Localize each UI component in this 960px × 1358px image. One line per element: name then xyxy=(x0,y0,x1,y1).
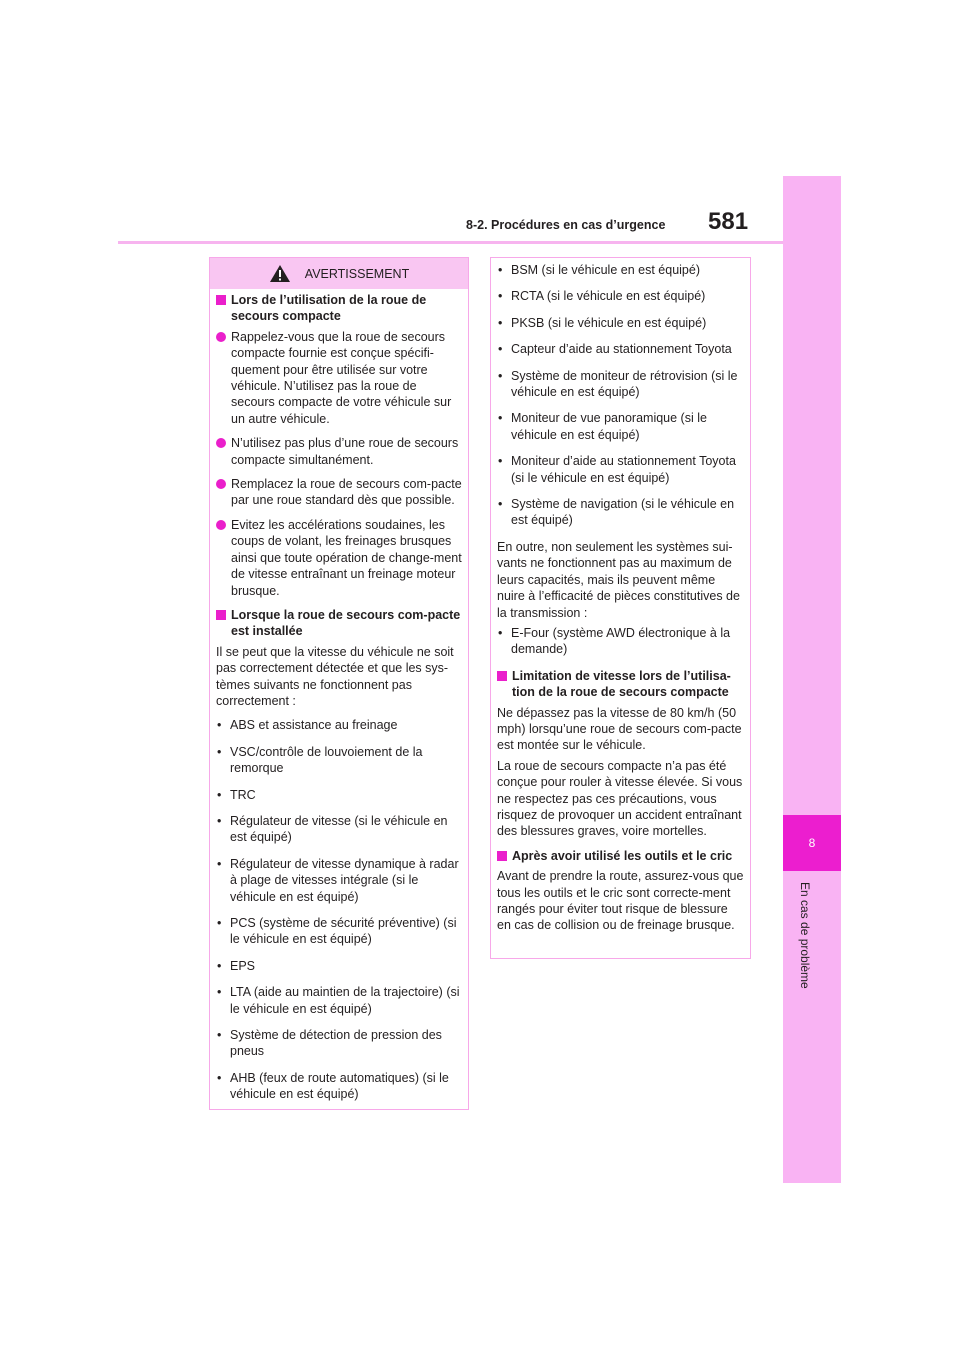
bullet-mark: • xyxy=(498,315,503,330)
bullet-mark: • xyxy=(217,744,222,759)
list-item: • AHB (feux de route automatiques) (si le véhicule en est équipé) xyxy=(217,1070,449,1102)
header-rule xyxy=(118,241,783,244)
warning-header xyxy=(210,258,468,289)
bullet-mark: • xyxy=(217,787,222,802)
list-item: • Capteur d’aide au stationnement Toyota xyxy=(498,342,732,357)
list-item: • PKSB (si le véhicule en est équipé) xyxy=(498,315,707,330)
section-heading: Lors de l’utilisation de la roue de secours compacte xyxy=(216,292,462,325)
bullet-mark: • xyxy=(217,1028,222,1043)
list-item: • E-Four (système AWD électronique à la demande) xyxy=(498,625,731,657)
list-item: • Moniteur d’aide au stationnement Toyota (si le véhicule en est équipé) xyxy=(498,454,736,485)
chapter-number: 8 xyxy=(808,836,816,850)
list-item: Remplacez la roue de secours com-pacte par une roue standard dès que possible. xyxy=(216,476,462,509)
square-bullet-icon xyxy=(497,671,507,681)
bullet-mark: • xyxy=(498,454,503,469)
circle-bullet-icon xyxy=(216,332,226,342)
list-item: • LTA (aide au maintien de la trajectoire) (si le véhicule en est équipé) xyxy=(217,985,460,1016)
bullet-mark: • xyxy=(498,411,503,426)
square-bullet-icon xyxy=(216,610,226,620)
warning-box-left xyxy=(209,257,469,1110)
list-item: • EPS xyxy=(217,958,256,973)
section-heading: Après avoir utilisé les outils et le cric xyxy=(497,848,744,864)
system-list-right xyxy=(497,262,744,529)
warning-box-right xyxy=(490,257,751,959)
paragraph: Ne dépassez pas la vitesse de 80 km/h (50 mph) lorsqu’une roue de secours com-pacte est montée sur le véhicule. xyxy=(497,705,742,753)
list-item: • Régulateur de vitesse (si le véhicule en est équipé) xyxy=(217,813,448,845)
bullet-mark: • xyxy=(498,368,503,383)
bullet-mark: • xyxy=(217,1070,222,1085)
bullet-mark: • xyxy=(217,985,222,1000)
bullet-mark: • xyxy=(217,718,222,733)
list-item: • PCS (système de sécurité préventive) (si le véhicule en est équipé) xyxy=(217,916,457,947)
circle-bullet-icon xyxy=(216,520,226,530)
list-item: • Système de navigation (si le véhicule en est équipé) xyxy=(498,497,735,528)
warning-triangle-icon xyxy=(269,264,291,283)
bullet-mark: • xyxy=(217,813,222,828)
section-heading: Limitation de vitesse lors de l’utilisa-tion de la roue de secours compacte xyxy=(497,668,744,701)
section-heading: Lorsque la roue de secours com-pacte est installée xyxy=(216,607,462,640)
list-item: • RCTA (si le véhicule en est équipé) xyxy=(498,289,706,304)
system-list-left xyxy=(216,717,462,1102)
square-bullet-icon xyxy=(216,295,226,305)
list-item: Rappelez-vous que la roue de secours compacte fournie est conçue spécifi-quement pour être utilisée sur votre véhicule. N’utilisez pas la roue de secours compacte de votre véhicule sur un autre véhicule. xyxy=(216,329,462,427)
circle-bullet-icon xyxy=(216,438,226,448)
circle-bullet-icon xyxy=(216,479,226,489)
paragraph: En outre, non seulement les systèmes sui-vants ne fonctionnent pas au maximum de leurs capacités, mais ils peuvent même nuire à l’efficacité de pièces constitutives de la transmission : xyxy=(497,539,740,620)
paragraph: Avant de prendre la route, assurez-vous que tous les outils et le cric sont correcte-ment rangés pour éviter tout risque de blessure en cas de collision ou de freinage brusque. xyxy=(497,869,744,933)
bullet-mark: • xyxy=(498,497,503,512)
list-item: • VSC/contrôle de louvoiement de la remorque xyxy=(217,744,423,776)
bullet-mark: • xyxy=(498,263,503,277)
list-item: Evitez les accélérations soudaines, les coups de volant, les freinages brusques ainsi que toute opération de change-ment de vitesse entraînant un freinage moteur brusque. xyxy=(216,517,462,599)
list-item: • BSM (si le véhicule en est équipé) xyxy=(498,263,700,277)
list-item: • Régulateur de vitesse dynamique à radar à plage de vitesses intégrale (si le véhicule en est équipé) xyxy=(217,856,459,904)
chapter-side-tab xyxy=(783,176,841,1183)
paragraph: La roue de secours compacte n’a pas été conçue pour rouler à vitesse élevée. Si vous ne respectez pas ces précautions, vous risquez de provoquer un accident entraînant des blessures graves, voire mortelles. xyxy=(497,758,743,839)
bullet-mark: • xyxy=(217,916,222,930)
list-item: • Système de moniteur de rétrovision (si le véhicule en est équipé) xyxy=(498,368,738,400)
paragraph: Il se peut que la vitesse du véhicule ne soit pas correctement détectée et que les sys-tèmes suivants ne fonctionnent pas correctement : xyxy=(216,644,454,708)
section-title: 8-2. Procédures en cas d’urgence xyxy=(466,218,666,232)
list-item: • ABS et assistance au freinage xyxy=(217,718,398,733)
bullet-mark: • xyxy=(498,289,503,304)
list-item: • Système de détection de pression des pneus xyxy=(217,1028,442,1059)
page-number: 581 xyxy=(708,208,749,235)
bullet-mark: • xyxy=(498,342,503,357)
bullet-mark: • xyxy=(217,958,222,973)
bullet-mark: • xyxy=(217,856,222,871)
warning-label: AVERTISSEMENT xyxy=(304,266,410,281)
chapter-title: En cas de problème xyxy=(798,882,812,989)
list-item: • Moniteur de vue panoramique (si le véhicule en est équipé) xyxy=(498,411,707,442)
square-bullet-icon xyxy=(497,851,507,861)
list-item: • TRC xyxy=(217,787,256,802)
list-item: N’utilisez pas plus d’une roue de secours compacte simultanément. xyxy=(216,435,462,468)
